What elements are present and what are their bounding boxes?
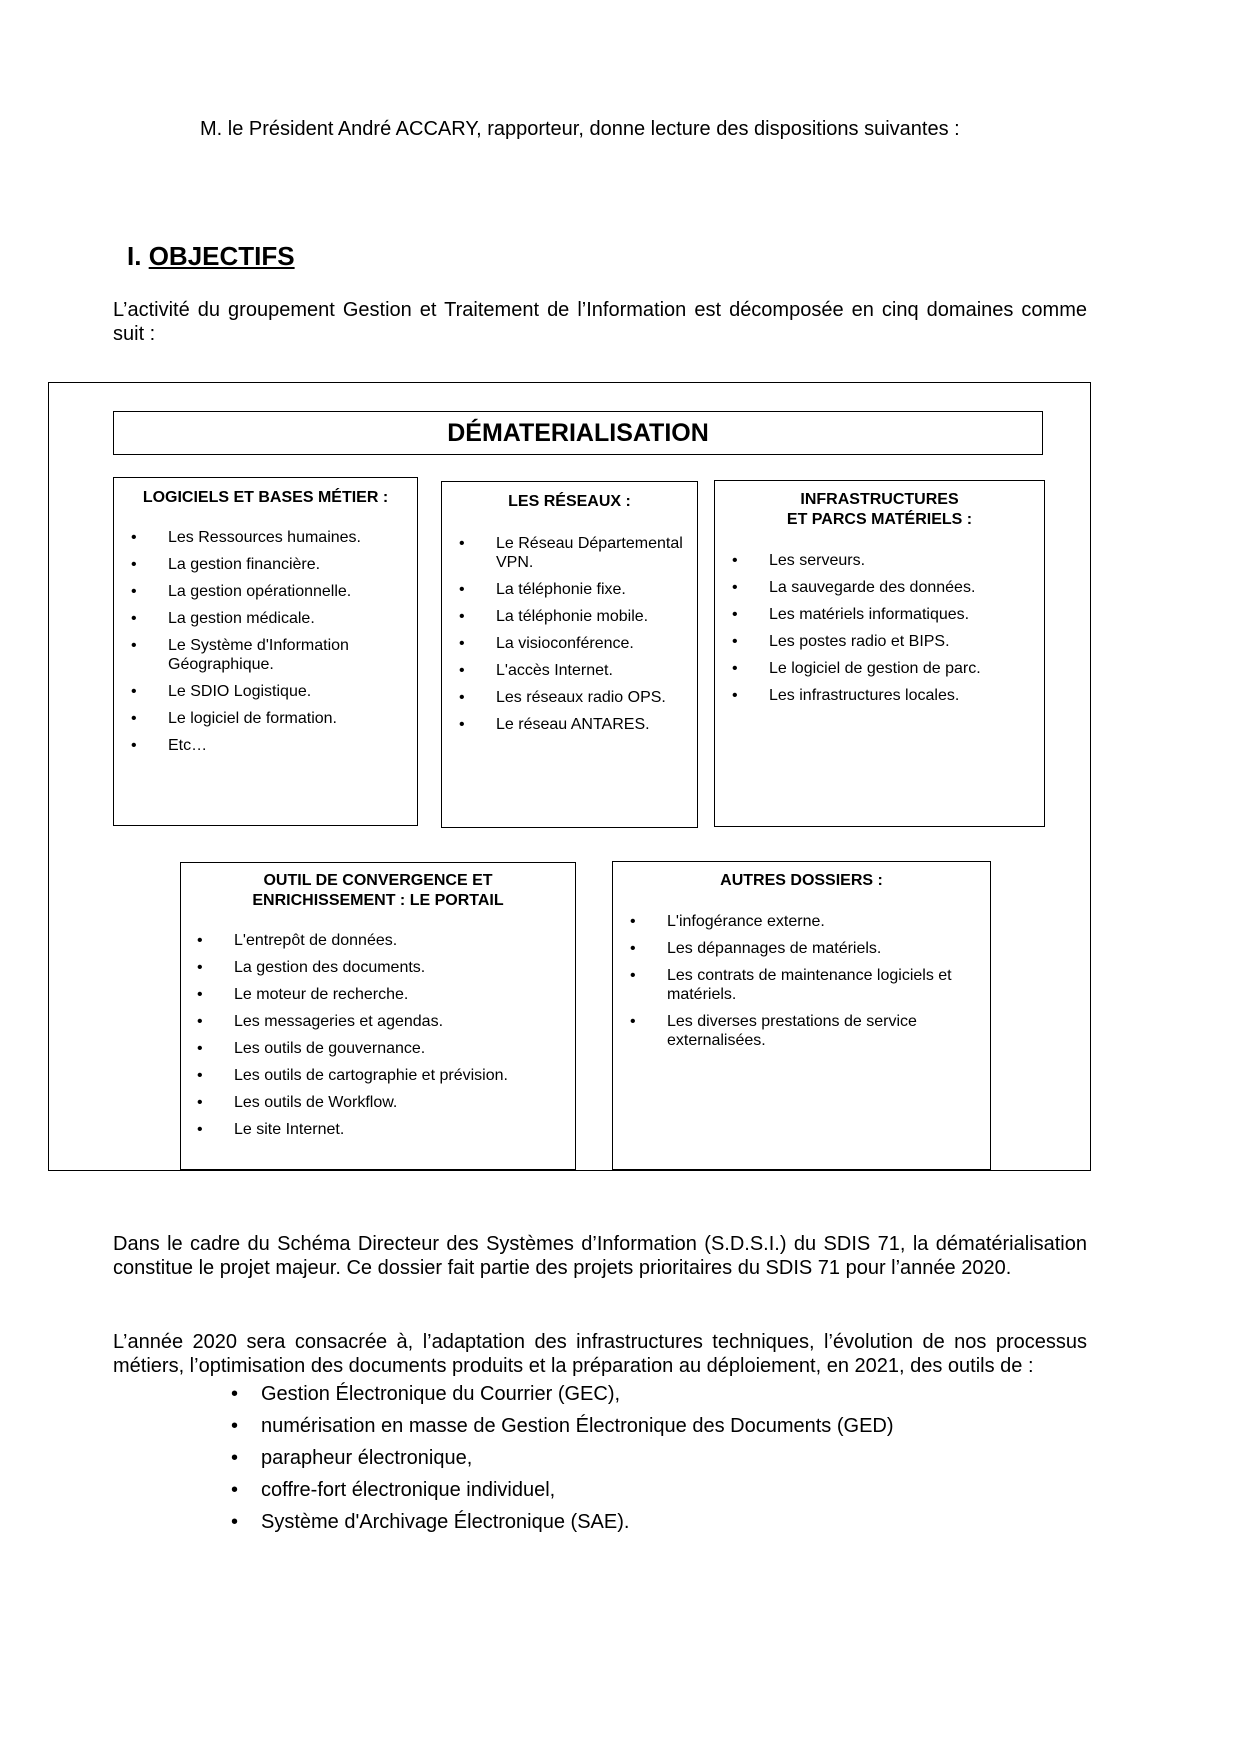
list-item: • Le moteur de recherche. bbox=[234, 985, 554, 1004]
box-title bbox=[181, 871, 575, 911]
box-portail bbox=[180, 862, 576, 1170]
list-item: • coffre-fort électronique individuel, bbox=[261, 1478, 894, 1502]
list-item: • La gestion des documents. bbox=[234, 958, 554, 977]
list-item: • La gestion médicale. bbox=[168, 609, 398, 628]
list-item: • Etc… bbox=[168, 736, 398, 755]
list-item: • Le site Internet. bbox=[234, 1120, 554, 1139]
box-title-line: ENRICHISSEMENT : LE PORTAIL bbox=[252, 892, 504, 909]
box-list bbox=[168, 528, 398, 755]
box-list bbox=[769, 551, 1029, 705]
list-item: • Les Ressources humaines. bbox=[168, 528, 398, 547]
section-heading bbox=[127, 241, 295, 272]
box-title-line: INFRASTRUCTURES bbox=[800, 491, 959, 508]
intro-text: M. le Président André ACCARY, rapporteur, donne lecture des dispositions suivantes : bbox=[200, 118, 960, 140]
list-item: • Les matériels informatiques. bbox=[769, 605, 1029, 624]
box-list bbox=[234, 931, 554, 1139]
list-item: • Les outils de Workflow. bbox=[234, 1093, 554, 1112]
box-autres-dossiers bbox=[612, 861, 991, 1170]
list-item: • Le réseau ANTARES. bbox=[496, 715, 686, 734]
box-title-line: ET PARCS MATÉRIELS : bbox=[786, 511, 973, 528]
box-infrastructures bbox=[714, 480, 1045, 827]
list-item: • Gestion Électronique du Courrier (GEC), bbox=[261, 1382, 894, 1406]
list-item: • Les dépannages de matériels. bbox=[667, 939, 967, 958]
list-item: • Le SDIO Logistique. bbox=[168, 682, 398, 701]
list-item: • parapheur électronique, bbox=[261, 1446, 894, 1470]
list-item: • Le logiciel de formation. bbox=[168, 709, 398, 728]
box-title-line: OUTIL DE CONVERGENCE ET bbox=[263, 872, 493, 889]
list-item: • La sauvegarde des données. bbox=[769, 578, 1029, 597]
box-title: AUTRES DOSSIERS : bbox=[720, 872, 883, 889]
box-logiciels bbox=[113, 477, 418, 826]
box-list bbox=[667, 912, 967, 1050]
box-title: LES RÉSEAUX : bbox=[508, 493, 631, 510]
list-item: • Les réseaux radio OPS. bbox=[496, 688, 686, 707]
list-item: • La téléphonie mobile. bbox=[496, 607, 686, 626]
list-item: • Les diverses prestations de service externalisées. bbox=[667, 1012, 967, 1050]
heading-title: OBJECTIFS bbox=[148, 241, 295, 271]
list-item: • Les postes radio et BIPS. bbox=[769, 632, 1029, 651]
box-title: LOGICIELS ET BASES MÉTIER : bbox=[142, 489, 389, 506]
list-item: • Le Système d'Information Géographique. bbox=[168, 636, 398, 674]
list-item: • Les contrats de maintenance logiciels et matériels. bbox=[667, 966, 967, 1004]
list-item: • Les outils de gouvernance. bbox=[234, 1039, 554, 1058]
list-item: • Le Réseau Départemental VPN. bbox=[496, 534, 686, 572]
list-item: • La gestion opérationnelle. bbox=[168, 582, 398, 601]
paragraph-sdsi: Dans le cadre du Schéma Directeur des Systèmes d’Information (S.D.S.I.) du SDIS 71, la dématérialisation constitue le projet majeur. Ce dossier fait partie des projets prioritaires du SDIS 71 pour l’année 2020. bbox=[113, 1233, 1087, 1279]
heading-number: I. bbox=[127, 241, 142, 271]
list-item: • Les serveurs. bbox=[769, 551, 1029, 570]
list-item: • L'infogérance externe. bbox=[667, 912, 967, 931]
list-item: • Les messageries et agendas. bbox=[234, 1012, 554, 1031]
tools-list bbox=[261, 1382, 894, 1542]
list-item: • numérisation en masse de Gestion Électronique des Documents (GED) bbox=[261, 1414, 894, 1438]
domains-diagram bbox=[48, 382, 1091, 1171]
paragraph-intro-domains: L’activité du groupement Gestion et Traitement de l’Information est décomposée en cinq domaines comme suit : bbox=[113, 299, 1087, 345]
list-item: • La gestion financière. bbox=[168, 555, 398, 574]
list-item: • Les infrastructures locales. bbox=[769, 686, 1029, 705]
list-item: • Le logiciel de gestion de parc. bbox=[769, 659, 1029, 678]
box-reseaux bbox=[441, 481, 698, 828]
box-title bbox=[715, 490, 1044, 530]
box-list bbox=[496, 534, 686, 734]
list-item: • La téléphonie fixe. bbox=[496, 580, 686, 599]
list-item: • Les outils de cartographie et prévision. bbox=[234, 1066, 554, 1085]
list-item: • Système d'Archivage Électronique (SAE). bbox=[261, 1510, 894, 1534]
list-item: • L'accès Internet. bbox=[496, 661, 686, 680]
list-item: • L'entrepôt de données. bbox=[234, 931, 554, 950]
list-item: • La visioconférence. bbox=[496, 634, 686, 653]
paragraph-2020-plan: L’année 2020 sera consacrée à, l’adaptation des infrastructures techniques, l’évolution de nos processus métiers, l’optimisation des documents produits et la préparation au déploiement, en 2021, des outils de : bbox=[113, 1331, 1087, 1377]
diagram-banner: DÉMATERIALISATION bbox=[113, 411, 1043, 455]
